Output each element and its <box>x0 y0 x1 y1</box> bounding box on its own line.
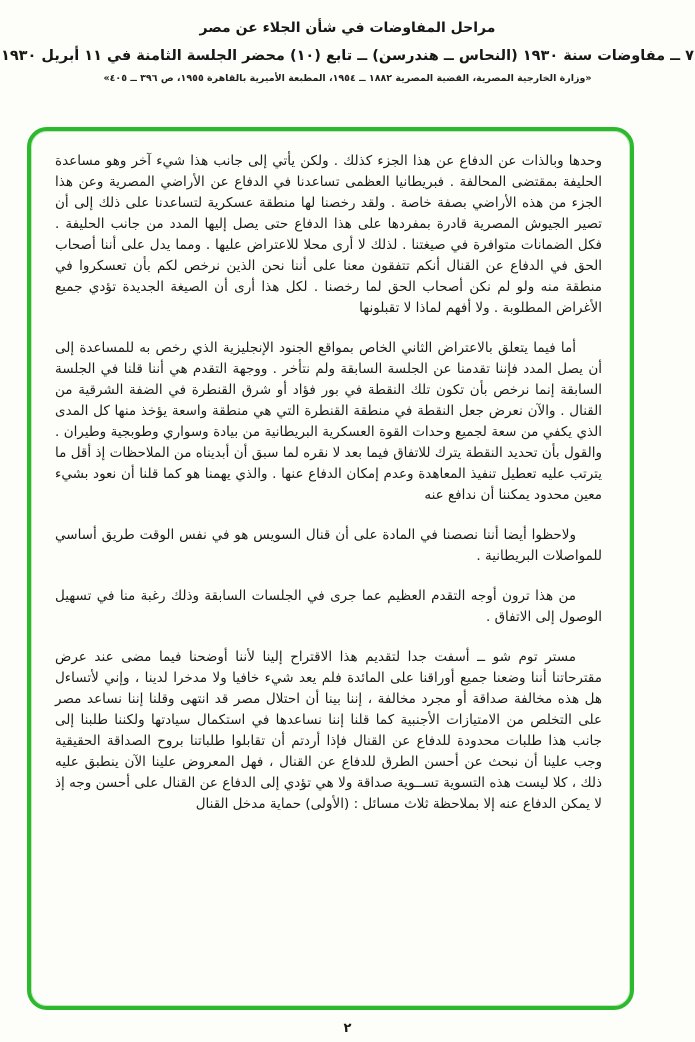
paragraph: وحدها وبالذات عن الدفاع عن هذا الجزء كذلك . ولكن يأتي إلى جانب هذا شيء آخر وهو مساعدة الحليفة بمقتضى المحالفة . فبريطانيا العظمى تساعدنا في الدفاع عن الأراضي المصرية وعن هذا الجزء من هذه الأراضي بصفة خاصة . ولقد رخصنا لها منطقة عسكرية لتساعدنا على ذلك إلى أن تصير الجيوش المصرية قادرة بمفردها على هذا الدفاع حتى يصل إليها المدد من جانب الحليفة . فكل الضمانات متوافرة في صيغتنا . لذلك لا أرى محلا للاعتراض عليها . ومما يدل على أننا أصحاب الحق في الدفاع عن القنال أنكم تتفقون معنا على أننا نحن الذين نرخص لكم بأن تعسكروا في منطقة منه ولو لم نكن أصحاب الحق لما رخصنا . لكل هذا أرى أن الصيغة الجديدة تؤدي جميع الأغراض المطلوبة . ولا أفهم لماذا لا تقبلونها <box>55 153 602 316</box>
paragraph: من هذا ترون أوجه التقدم العظيم عما جرى في الجلسات السابقة وذلك رغبة منا في تسهيل الوصول إلى الاتفاق . <box>55 588 602 625</box>
paragraph: ولاحظوا أيضا أننا نصصنا في المادة على أن قنال السويس هو في نفس الوقت طريق أساسي للمواصلات البريطانية . <box>55 527 602 564</box>
document-title: مراحل المفاوضات في شأن الجلاء عن مصر <box>199 20 496 36</box>
document-body-frame <box>27 127 634 1010</box>
paragraph: أما فيما يتعلق بالاعتراض الثاني الخاص بمواقع الجنود الإنجليزية الذي رخص به للمساعدة إلى أن يصل المدد فإننا تقدمنا عن الجلسة السابقة ولم نتأخر . ووجهة التقدم هي أننا قلنا في الجلسة السابقة إنما نرخص بأن تكون تلك النقطة في بور فؤاد أو شرق القنطرة في الضفة الشرقية من القنال . والآن نعرض جعل النقطة في منطقة القنطرة التي هي منطقة واسعة يؤخذ منها كل المدى الذي يكفي من سعة لجميع وحدات القوة العسكرية البريطانية من بيادة وسواري وطوبجية وطيران . والقول بأن تحديد النقطة يترك للاتفاق فيما بعد لا نقره لما سبق أن أبديناه من الملاحظات إذ أقل ما يترتب عليه تعطيل تنفيذ المعاهدة وعدم إمكان الدفاع عنها . والذي يهمنا هو كما قلنا أن نعود بشيء معين محدود يمكننا أن ندافع عنه <box>55 340 602 503</box>
document-subtitle: ٧ ــ مفاوضات سنة ١٩٣٠ (النحاس ــ هندرسن) ــ تابع (١٠) محضر الجلسة الثامنة في ١١ أبريل ١٩٣٠ <box>0 48 695 64</box>
page-number: ٢ <box>343 1021 352 1036</box>
document-header <box>0 0 695 84</box>
document-source-citation: «وزارة الخارجية المصرية، القضية المصرية ١٨٨٢ ــ ١٩٥٤، المطبعة الأميرية بالقاهرة ١٩٥٥، ص ٣٩٦ ــ ٤٠٥» <box>103 73 592 84</box>
paragraph: مستر توم شو ــ أسفت جدا لتقديم هذا الاقتراح إلينا لأننا أوضحنا فيما مضى عند عرض مقترحاتنا أننا وضعنا جميع أوراقنا على المائدة فلم يعد شيء خافيا ولا مدخرا لدينا ، وإني لأتساءل هل هذه مخالفة صداقة أو مجرد مخالفة ، إننا بينا أن احتلال مصر قد انتهى وقلنا إننا نساعد مصر على التخلص من الامتيازات الأجنبية كما قلنا إننا نساعدها في استكمال سيادتها ولكننا طلبنا إلى جانب هذا طلبات محدودة للدفاع عن القنال فإذا أردتم أن تقابلوا طلباتنا بروح الصداقة الحقيقية وجب علينا أن نبحث عن أحسن الطرق للدفاع عن القنال ، فهل المعروض علينا الآن ينطبق عليه ذلك ، كلا ليست هذه التسوية تســوية صداقة ولا هي تؤدي إلى الدفاع عن القنال على أحسن وجه إذ لا يمكن الدفاع عنه إلا بملاحظة ثلاث مسائل : (الأولى) حماية مدخل القنال <box>55 649 602 812</box>
